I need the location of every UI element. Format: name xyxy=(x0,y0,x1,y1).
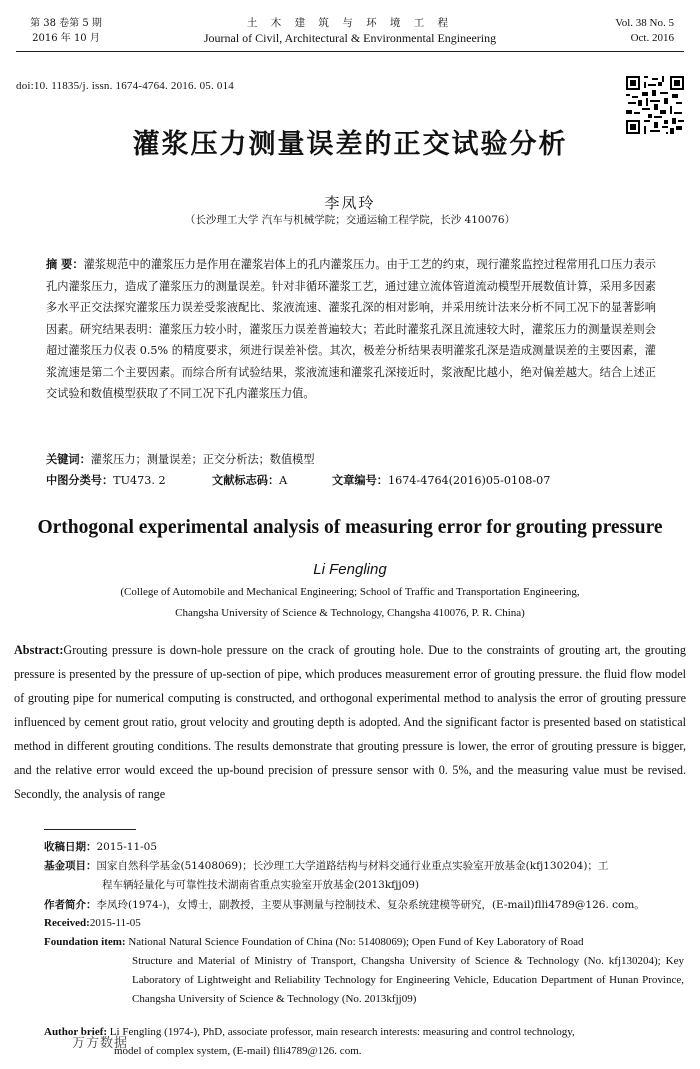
fund-en-line1: National Natural Science Foundation of China (No: 51408069); Open Fund of Key Laboratory of Road xyxy=(128,936,584,948)
doc-code-value: A xyxy=(279,474,288,487)
fund-en xyxy=(44,933,684,1009)
keywords-cn-label: 关键词： xyxy=(46,453,91,466)
author-name-cn: 李凤玲 xyxy=(324,194,376,212)
author-bio-cn-label: 作者简介： xyxy=(44,899,97,911)
paper-title-cn: 灌浆压力测量误差的正交试验分析 xyxy=(132,129,568,160)
received-cn-label: 收稿日期： xyxy=(44,841,97,853)
doc-code-label: 文献标志码： xyxy=(212,474,280,487)
abstract-en-text: Grouting pressure is down-hole pressure on the crack of grouting hole. Due to the constraints of grouting art, the grouting pressure is presented by the pressure of up-section of pipe, which produces measurement error of grouting pressure. the fluid flow model of grouting pipe for numerical computing is constructed, and orthogonal experimental method to analysis the error of grouting pressure influenced by cement grout ratio, grout velocity and grouting depth is adopted. And the significant factor is presented based on statistical method in different grouting conditions. The results demonstrate that grouting pressure is lower, the error of grouting pressure is bigger, and the relative error would exceed the up-bound precision of pressure sensor with 0. 5%, and the measuring value must be revised. Secondly, the analysis of range xyxy=(14,643,686,801)
date-cn: 2016 年 10 月 xyxy=(32,33,100,44)
fund-en-label: Foundation item: xyxy=(44,936,126,948)
abstract-cn xyxy=(46,254,656,405)
author-brief-en-line1: Li Fengling (1974-), PhD, associate professor, main research interests: measuring and control technology, xyxy=(109,1026,575,1038)
author-brief-en-line2: model of complex system, (E-mail) flli4789@126. com. xyxy=(114,1045,362,1057)
article-no-value: 1674-4764(2016)05-0108-07 xyxy=(387,474,551,487)
article-no-label: 文章编号： xyxy=(332,474,388,487)
received-en-date: 2015-11-05 xyxy=(89,917,141,929)
affiliation-en xyxy=(60,582,640,624)
fund-en-rest: Structure and Material of Ministry of Transport, Changsha University of Science & Technology (No. kfj130204); Key Laboratory of Lightweight and Reliability Technology for Engineering Vehicle, Education Department of Hunan Province, Changsha University of Science & Technology (No. 2013kfjj09) xyxy=(132,955,684,1005)
journal-name xyxy=(150,16,550,46)
volume-cn: 第 38 卷第 5 期 xyxy=(30,18,102,29)
author-brief-en-label: Author brief: xyxy=(44,1026,108,1038)
header-divider xyxy=(16,51,684,52)
author-brief-en xyxy=(44,1023,684,1061)
classification-row xyxy=(46,471,656,491)
clc-label: 中图分类号： xyxy=(46,474,114,487)
date-en: Oct. 2016 xyxy=(630,32,674,44)
journal-name-en: Journal of Civil, Architectural & Environmental Engineering xyxy=(203,31,497,45)
fund-cn xyxy=(44,857,684,895)
abstract-cn-label: 摘 要： xyxy=(46,258,84,271)
received-en xyxy=(44,914,684,933)
received-cn-date: 2015-11-05 xyxy=(96,841,158,853)
affiliation-cn: （长沙理工大学 汽车与机械学院；交通运输工程学院，长沙 410076） xyxy=(184,214,516,226)
keywords-cn-text: 灌浆压力；测量误差；正交分析法；数值模型 xyxy=(90,453,315,466)
author-bio-cn-text: 李凤玲(1974-)，女博士，副教授，主要从事测量与控制技术、复杂系统建模等研究，(E-mail)flli4789@126. com。 xyxy=(96,899,645,911)
abstract-en-label: Abstract: xyxy=(14,643,64,657)
received-cn xyxy=(44,838,684,857)
journal-issue-en xyxy=(615,16,674,46)
journal-name-cn: 土 木 建 筑 与 环 境 工 程 xyxy=(246,17,454,29)
author-bio-cn xyxy=(44,896,684,915)
doi: doi:10. 11835/j. issn. 1674-4764. 2016. 05. 014 xyxy=(16,80,234,92)
received-en-label: Received: xyxy=(44,917,90,929)
fund-cn-line2: 程车辆轻量化与可靠性技术湖南省重点实验室开放基金(2013kfjj09) xyxy=(102,879,420,891)
watermark: 万方数据 xyxy=(72,1036,129,1051)
affiliation-en-line1: (College of Automobile and Mechanical Engineering; School of Traffic and Transportation Engineering, xyxy=(120,586,580,598)
footnote-divider xyxy=(44,829,136,830)
paper-title-en: Orthogonal experimental analysis of measuring error for grouting pressure xyxy=(37,517,663,538)
volume-en: Vol. 38 No. 5 xyxy=(615,17,674,29)
keywords-cn xyxy=(46,450,656,470)
fund-cn-line1: 国家自然科学基金(51408069)；长沙理工大学道路结构与材料交通行业重点实验室开放基金(kfj130204)；工 xyxy=(96,860,609,872)
fund-cn-label: 基金项目： xyxy=(44,860,97,872)
clc-value: TU473. 2 xyxy=(113,474,166,487)
abstract-cn-text: 灌浆规范中的灌浆压力是作用在灌浆岩体上的孔内灌浆压力。由于工艺的约束，现行灌浆监控过程常用孔口压力表示孔内灌浆压力，造成了灌浆压力的测量误差。针对非循环灌浆工艺，通过建立流体管道流动模型开展数值计算，采用多因素多水平正交法探究灌浆压力误差受浆液配比、浆液流速、灌浆孔深的相对影响，并采用统计法来分析不同工况下的显著影响因素。研究结果表明：灌浆压力较小时，灌浆压力误差普遍较大；若此时灌浆孔深且流速较大时，灌浆压力的测量误差则会超过灌浆压力仪表 0.5% 的精度要求，须进行误差补偿。其次，极差分析结果表明灌浆孔深是造成测量误差的主要因素，灌浆流速是第二个主要因素。而综合所有试验结果，浆液流速和灌浆孔深接近时，浆液配比越小，绝对偏差越大。结合上述正交试验和数值模型获取了不同工况下孔内灌浆压力值。 xyxy=(46,258,656,400)
abstract-en xyxy=(14,638,686,806)
author-name-en: Li Fengling xyxy=(313,561,387,578)
journal-issue-cn xyxy=(20,16,112,46)
affiliation-en-line2: Changsha University of Science & Technology, Changsha 410076, P. R. China) xyxy=(175,607,525,619)
